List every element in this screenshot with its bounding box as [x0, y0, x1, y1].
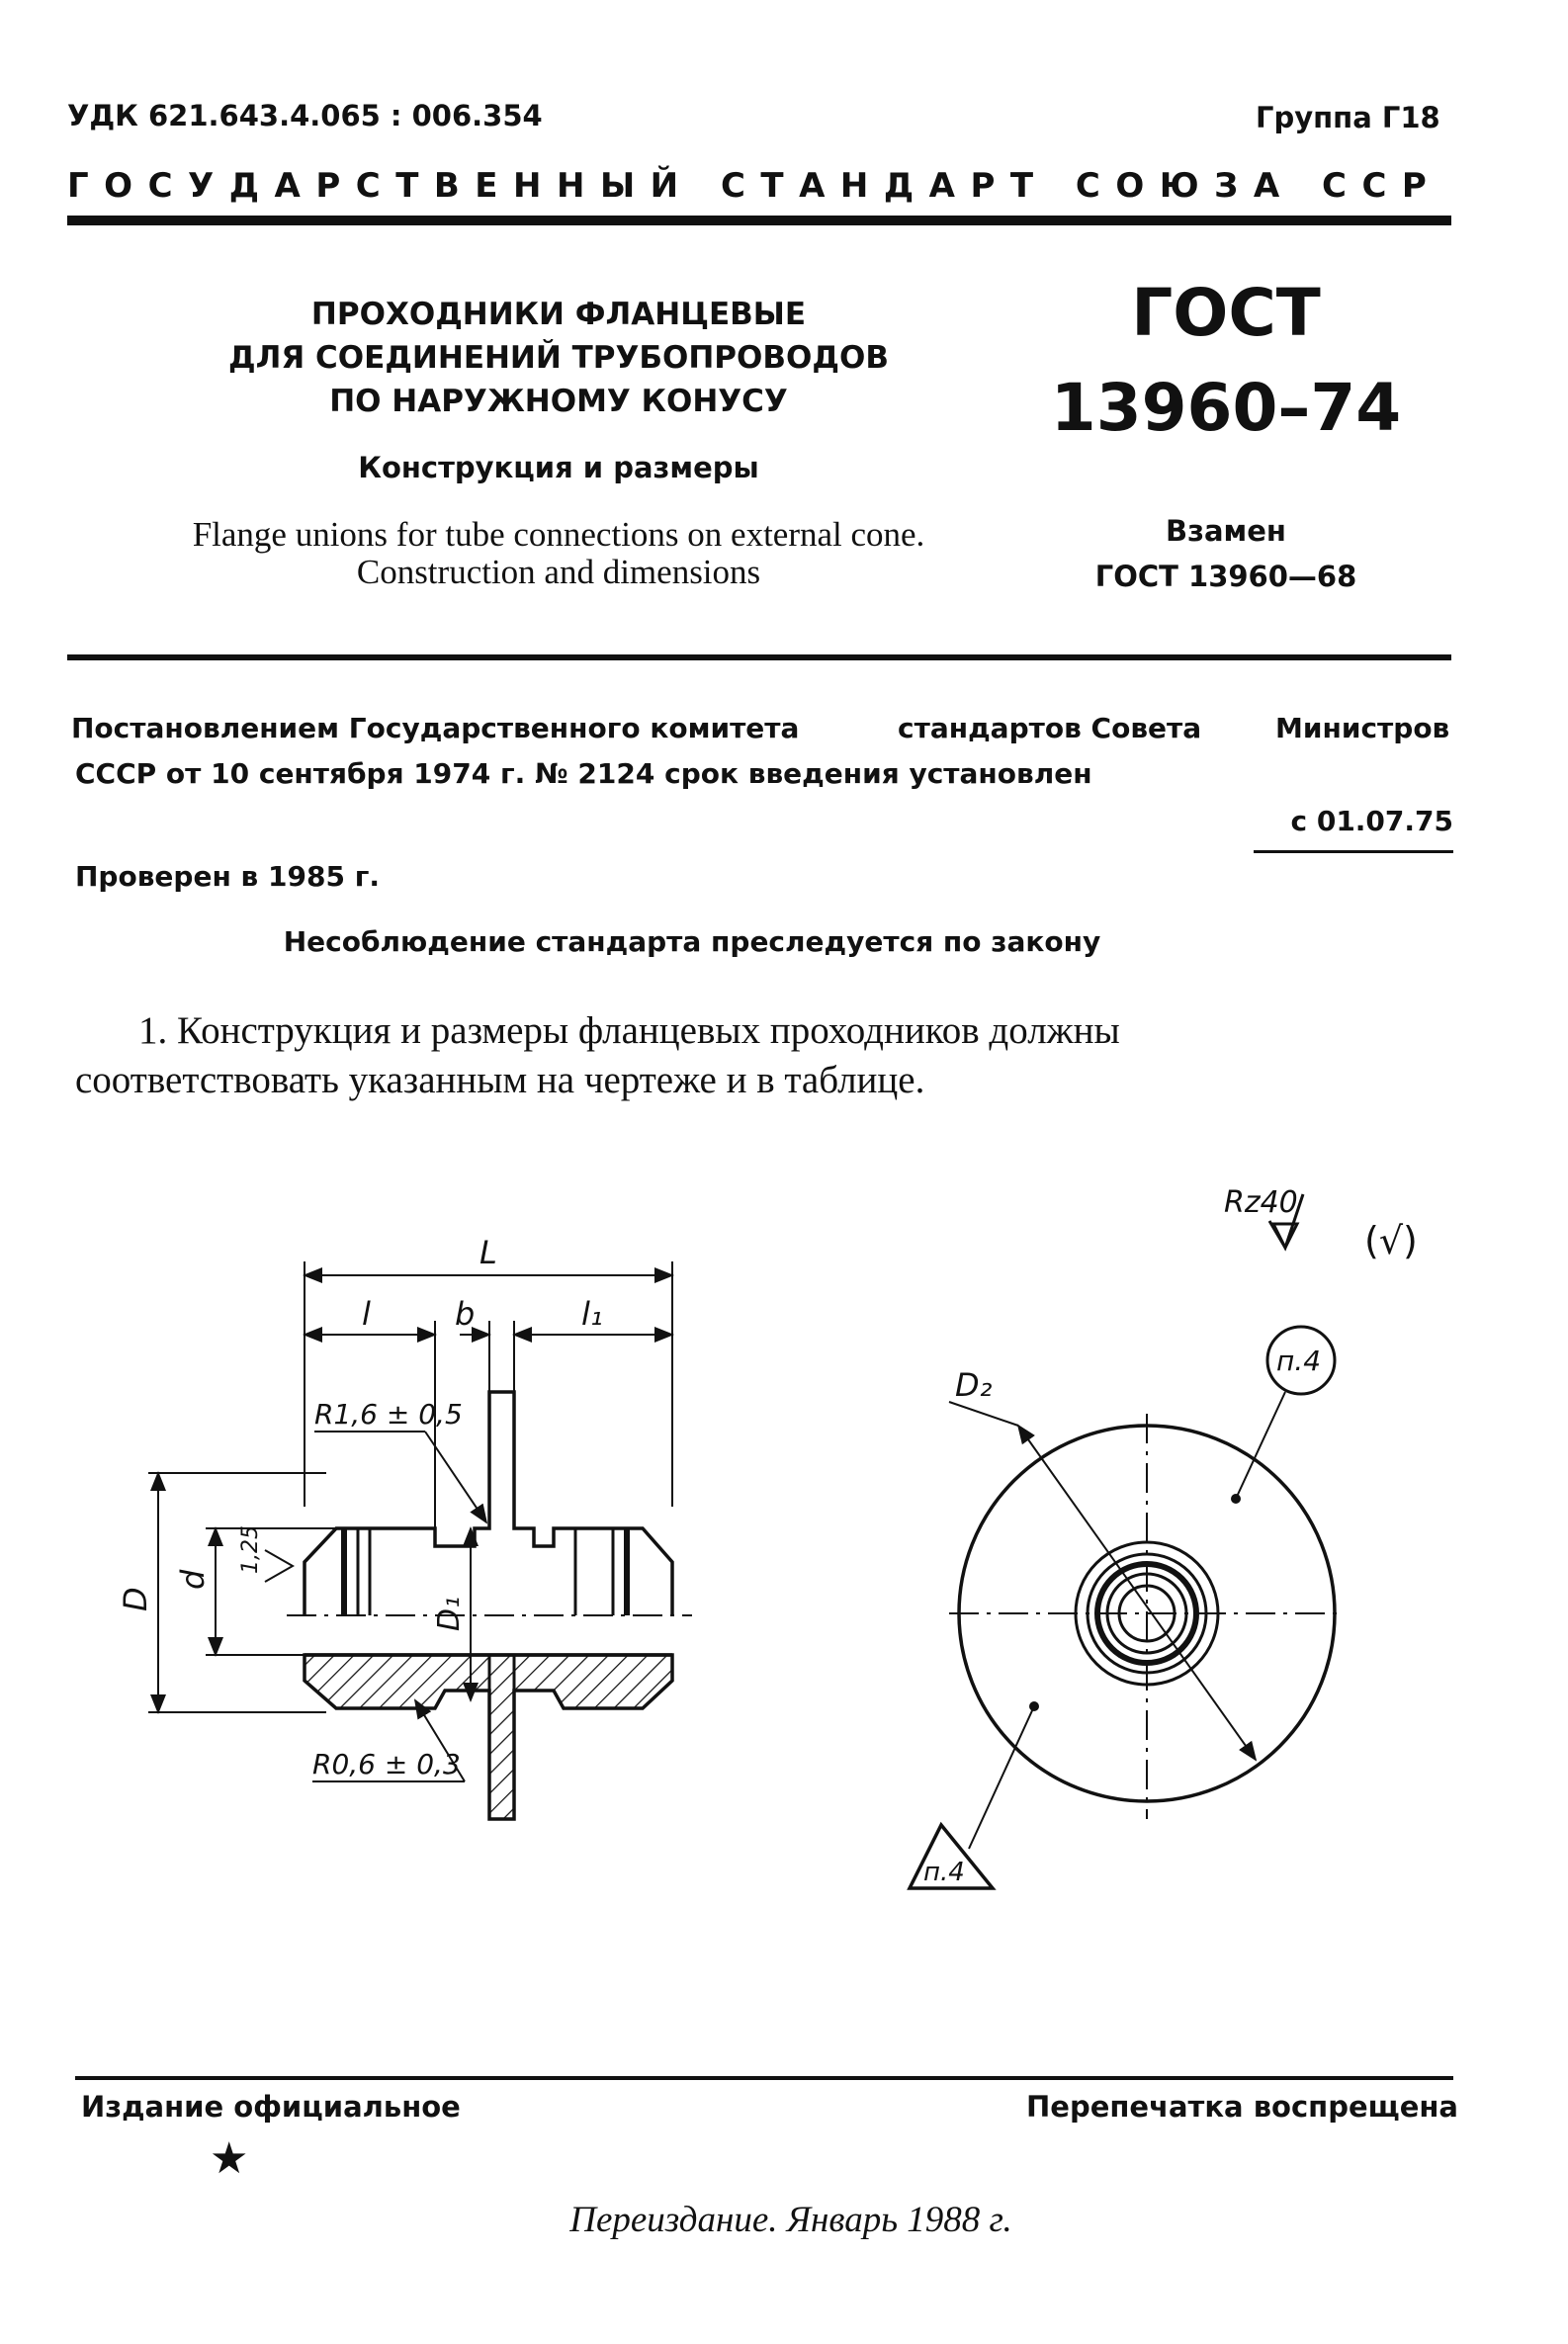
radius-bottom-label: R0,6 ± 0,3 — [312, 1748, 461, 1780]
dim-D2: D₂ — [955, 1366, 993, 1404]
gost-label: ГОСТ — [1131, 275, 1321, 351]
title-line-3: ПО НАРУЖНОМУ КОНУСУ — [329, 384, 788, 419]
decree-line1-b: стандартов Совета — [898, 712, 1202, 744]
title-line-2: ДЛЯ СОЕДИНЕНИЙ ТРУБОПРОВОДОВ — [228, 340, 889, 376]
header-thick-rule — [67, 216, 1451, 225]
dim-D1: D₁ — [432, 1596, 467, 1631]
paragraph-1-line-1: 1. Конструкция и размеры фланцевых проходников должны — [138, 1009, 1120, 1052]
chamfer-value: 1,25 — [238, 1525, 263, 1574]
dim-l1: l₁ — [581, 1295, 603, 1333]
note-circle-label: п.4 — [1276, 1345, 1322, 1377]
document-subtitle: Конструкция и размеры — [358, 451, 759, 484]
english-title-line-1: Flange unions for tube connections on external cone. — [192, 515, 925, 554]
roughness-symbol — [1224, 1185, 1418, 1262]
english-title — [99, 516, 1018, 591]
paragraph-1-line-2: соответствовать указанным на чертеже и в таблице. — [75, 1059, 925, 1101]
replaces-value: ГОСТ 13960—68 — [1094, 560, 1357, 593]
effective-date-rule — [1254, 850, 1453, 853]
decree-line1-c: Министров — [1275, 712, 1450, 744]
replaces-label: Взамен — [1166, 514, 1286, 548]
roughness-check: (√) — [1364, 1219, 1418, 1262]
udk-code: УДК 621.643.4.065 : 006.354 — [67, 99, 543, 132]
official-edition: Издание официальное — [81, 2090, 461, 2124]
english-title-line-2: Construction and dimensions — [356, 553, 761, 591]
dim-d: d — [174, 1569, 212, 1590]
title-bottom-rule — [67, 654, 1451, 660]
roughness-value: Rz40 — [1224, 1185, 1298, 1220]
note-triangle-label: п.4 — [923, 1858, 965, 1887]
reissue-note: Переиздание. Январь 1988 г. — [569, 2200, 1012, 2240]
side-section-view — [117, 1234, 692, 1819]
gost-number: 13960–74 — [1050, 370, 1402, 446]
footer-rule — [75, 2076, 1453, 2080]
dim-l: l — [362, 1295, 371, 1333]
effective-date: с 01.07.75 — [1290, 805, 1453, 837]
decree-line2: СССР от 10 сентября 1974 г. № 2124 срок введения установлен — [75, 757, 1092, 790]
end-view — [910, 1327, 1345, 1888]
document-title — [198, 293, 919, 423]
dim-D: D — [117, 1587, 154, 1611]
technical-drawing — [0, 1167, 1568, 1918]
radius-top-label: R1,6 ± 0,5 — [314, 1398, 463, 1431]
dim-b: b — [455, 1295, 476, 1333]
star-icon: ★ — [210, 2133, 249, 2184]
no-reprint-notice: Перепечатка воспрещена — [1026, 2090, 1458, 2124]
dim-L: L — [479, 1234, 497, 1271]
title-line-1: ПРОХОДНИКИ ФЛАНЦЕВЫЕ — [310, 297, 807, 332]
decree-line1-a: Постановлением Государственного комитета — [71, 712, 800, 744]
checked-note: Проверен в 1985 г. — [75, 860, 380, 893]
group-code: Группа Г18 — [1256, 101, 1440, 134]
state-standard-banner: ГОСУДАРСТВЕННЫЙ СТАНДАРТ СОЮЗА ССР — [67, 166, 1442, 206]
law-notice: Несоблюдение стандарта преследуется по закону — [283, 925, 1101, 958]
